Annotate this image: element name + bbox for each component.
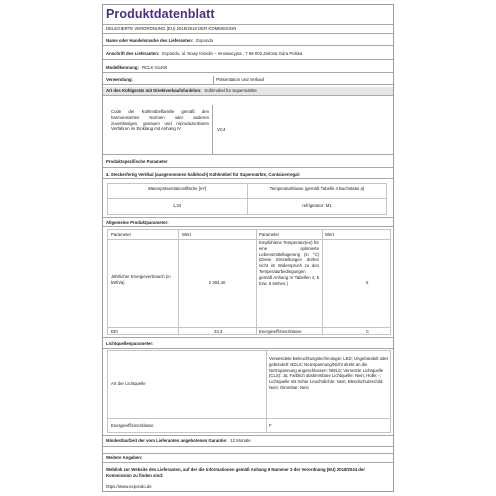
usage-row <box>103 76 393 85</box>
regulation-text: DELEGIERTE VERORDNUNG (EU) 2019/2018 DER KOMMISSION <box>106 26 237 32</box>
supplier-name-row <box>103 37 393 46</box>
col-parameter-header-2: Parameter <box>259 232 280 237</box>
light-heading-row <box>103 340 393 349</box>
supplier-address-row <box>103 49 393 60</box>
col-value-header-2: Wert <box>325 232 334 237</box>
energy-value: 2 394,40 <box>208 280 226 285</box>
device-type-label: Art des Kühlgeräts mit Direktverkaufsfunktion: <box>106 88 202 94</box>
light-heading: Lichtquellenparameter: <box>106 341 154 347</box>
device-type-value: Kühlmöbel für Supermärkte <box>204 88 257 94</box>
model-value: RCLK-S1400 <box>141 64 168 70</box>
light-class-value: F <box>269 423 272 428</box>
light-type-label: Art der Lichtquelle <box>111 381 146 386</box>
specific-subheading-row <box>103 171 393 179</box>
eei-label: EEI <box>111 329 118 334</box>
recommended-temp-text: Empfohlene Temperatur(en) für eine optimierte Lebensmittellagerung (in °C) (Diese Einstellungen dürfen nicht im Widerspruch zu den Temperaturbedingungen gemäß Anhang IV Tabellen 4, 5 bzw. 6 stehen.) <box>259 240 319 286</box>
light-type-value: Verwendete Beleuchtungstechnologie: LED; Ungebündelt oder gebündelt: NDLS; Netzspannung/Nicht direkt an die Netzspannung angeschlossen: NMLS; Vernetzte Lichtquelle (CLS): Ja; Farblich abstimmbare Lichtquelle: Nein; Hülle: -; Lichtquelle mit hoher Leuchtdichte: Nein; Blendschutzschild: Nein; Dimmbar: Nein <box>269 356 389 390</box>
supplier-name-value: Expondo <box>196 38 214 44</box>
specific-table <box>103 181 393 218</box>
further-heading: Weitere Angaben: <box>106 455 143 461</box>
energy-class-value: C <box>366 329 370 334</box>
energy-class-label: Energieeffizienzklasse <box>259 329 302 334</box>
supplier-url-link[interactable]: https://www.expondo.de <box>106 484 152 489</box>
light-class-label: Energieeffizienzklasse <box>111 423 154 428</box>
eei-value: 23,3 <box>214 329 223 334</box>
weblink-row <box>103 464 393 493</box>
specific-heading-row <box>103 156 393 168</box>
family-code-text: Code der Kühlmöbelfamilie gemäß den harmonisierten Normen oder anderen zuverlässigen, genauen und reproduzierbaren Verfahren im Einklang mit Anhang IV <box>111 109 209 132</box>
general-heading: Allgemeine Produktparameter: <box>106 219 169 225</box>
model-label: Modellkennung: <box>106 64 139 70</box>
supplier-address-value: Expondo, ul. Nowy Kisielin – Innowacyjna , 7 66-002 Zielona Góra Polska <box>162 51 303 57</box>
specific-heading: Produktspezifische Parameter <box>106 158 168 164</box>
specific-subheading: 4. Steckerfertig Vertikal (ausgenommen halbhoch) Kühlmöbel für Supermärkte, Containerregal: <box>106 171 301 177</box>
page-title: Produktdatenblatt <box>106 6 215 21</box>
supplier-name-label: Name oder Handelsmarke des Lieferanten: <box>106 38 194 44</box>
area-label: Warenpräsentationsfläche [m²] <box>147 186 207 191</box>
model-row <box>103 63 393 73</box>
guarantee-value: 12 Monate <box>230 438 251 444</box>
family-code-value: VC4 <box>217 127 226 132</box>
guarantee-label: Mindestlaufzeit der vom Lieferanten angebotenen Garantie: <box>106 438 228 444</box>
temp-class-label: Temperaturklasse (gemäß Tabelle 4 Buchstabe a) <box>269 186 365 191</box>
recommended-temp-value: 5 <box>366 280 369 285</box>
col-parameter-header: Parameter <box>111 232 132 237</box>
weblink-text: Weblink zur Website des Lieferanten, auf der die Informationen gemäß Anhang II Nummer 3 der Verordnung (EU) 2019/2024 der Kommission zu finden sind: <box>106 467 365 478</box>
guarantee-row <box>103 435 393 447</box>
family-code-row <box>103 105 393 155</box>
general-heading-row <box>103 219 393 227</box>
title-row <box>103 5 393 25</box>
product-data-sheet <box>102 4 394 492</box>
regulation-row <box>103 25 393 34</box>
area-value: 1,34 <box>172 203 182 208</box>
col-value-header: Wert <box>182 232 191 237</box>
usage-value: Präsentation und Verkauf <box>216 77 265 83</box>
temp-class-value: refrigerator: M1 <box>302 203 332 208</box>
supplier-address-label: Anschrift des Lieferanten: <box>106 51 160 57</box>
usage-label: Verwendung: <box>106 77 133 83</box>
device-type-row <box>103 87 393 96</box>
further-heading-row <box>103 453 393 463</box>
light-table <box>107 350 391 433</box>
energy-label: Jährlicher Energieverbrauch (in kWh/a) <box>111 274 171 285</box>
general-table <box>107 229 391 335</box>
